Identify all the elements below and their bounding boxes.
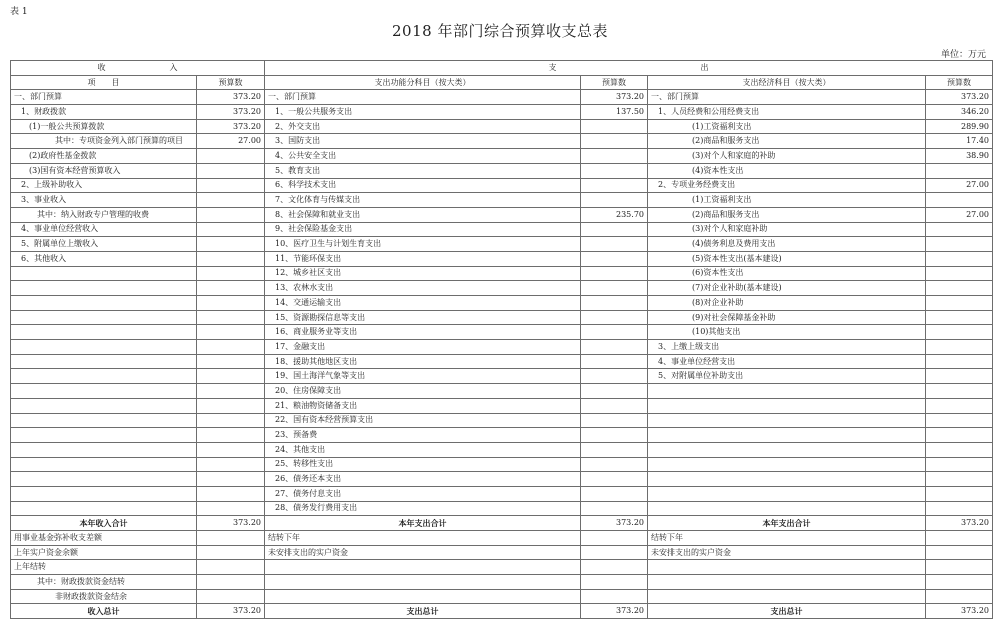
income-budget-cell [197, 222, 265, 237]
functional-item-cell: 6、科学技术支出 [265, 178, 581, 193]
income-budget-cell [197, 207, 265, 222]
economic-budget-cell [926, 442, 993, 457]
functional-budget-cell [581, 149, 648, 164]
functional-budget-cell: 235.70 [581, 207, 648, 222]
functional-budget-cell [581, 545, 648, 560]
economic-budget-cell: 27.00 [926, 207, 993, 222]
functional-budget-cell [581, 281, 648, 296]
table-column-header-row [11, 75, 993, 90]
functional-item-cell: 8、社会保障和就业支出 [265, 207, 581, 222]
table-row [11, 384, 993, 399]
table-row [11, 457, 993, 472]
income-budget-cell: 373.20 [197, 90, 265, 105]
economic-item-cell: (9)对社会保障基金补助 [648, 310, 926, 325]
economic-item-cell: (7)对企业补助(基本建设) [648, 281, 926, 296]
functional-budget-cell: 137.50 [581, 105, 648, 120]
functional-budget-cell [581, 237, 648, 252]
functional-budget-cell [581, 501, 648, 516]
functional-budget-cell [581, 163, 648, 178]
income-item-cell [11, 325, 197, 340]
functional-budget-cell [581, 369, 648, 384]
table-row [11, 369, 993, 384]
functional-budget-cell [581, 178, 648, 193]
functional-budget-cell [581, 354, 648, 369]
income-item-cell [11, 398, 197, 413]
table-row [11, 531, 993, 546]
income-budget-cell [197, 531, 265, 546]
income-budget-cell: 373.20 [197, 516, 265, 531]
table-row [11, 296, 993, 311]
economic-item-cell [648, 472, 926, 487]
economic-budget-cell [926, 575, 993, 590]
income-item-cell [11, 281, 197, 296]
functional-budget-cell [581, 560, 648, 575]
economic-budget-cell [926, 589, 993, 604]
table-row [11, 119, 993, 134]
table-group-header-row [11, 61, 993, 76]
functional-item-cell: 本年支出合计 [265, 516, 581, 531]
economic-item-cell: 3、上缴上级支出 [648, 340, 926, 355]
economic-budget-cell [926, 310, 993, 325]
table-row [11, 589, 993, 604]
economic-budget-cell: 373.20 [926, 90, 993, 105]
income-item-cell: 6、其他收入 [11, 251, 197, 266]
income-budget-cell [197, 442, 265, 457]
income-budget-cell [197, 178, 265, 193]
income-item-cell: 上年实户资金余额 [11, 545, 197, 560]
economic-budget-cell [926, 281, 993, 296]
functional-item-cell: 7、文化体育与传媒支出 [265, 193, 581, 208]
column-header-functional: 支出功能分科目（按大类） [265, 75, 581, 90]
table-row [11, 442, 993, 457]
income-item-cell: (2)政府性基金拨款 [11, 149, 197, 164]
table-row [11, 560, 993, 575]
economic-budget-cell [926, 501, 993, 516]
income-item-cell: (1)一般公共预算拨款 [11, 119, 197, 134]
functional-budget-cell [581, 193, 648, 208]
economic-item-cell: (4)债务利息及费用支出 [648, 237, 926, 252]
income-budget-cell [197, 266, 265, 281]
economic-item-cell: (3)对个人和家庭补助 [648, 222, 926, 237]
functional-budget-cell [581, 531, 648, 546]
functional-budget-cell [581, 340, 648, 355]
income-item-cell [11, 486, 197, 501]
table-row [11, 486, 993, 501]
functional-budget-cell [581, 413, 648, 428]
income-item-cell: 3、事业收入 [11, 193, 197, 208]
functional-budget-cell [581, 486, 648, 501]
economic-item-cell: (8)对企业补助 [648, 296, 926, 311]
economic-item-cell [648, 501, 926, 516]
income-budget-cell [197, 472, 265, 487]
economic-item-cell: (2)商品和服务支出 [648, 207, 926, 222]
economic-item-cell: 4、事业单位经营支出 [648, 354, 926, 369]
functional-item-cell: 未安排支出的实户资金 [265, 545, 581, 560]
economic-item-cell: 结转下年 [648, 531, 926, 546]
economic-item-cell: (5)资本性支出(基本建设) [648, 251, 926, 266]
functional-item-cell [265, 575, 581, 590]
table-row [11, 428, 993, 443]
income-budget-cell [197, 310, 265, 325]
income-budget-cell [197, 193, 265, 208]
functional-budget-cell [581, 472, 648, 487]
income-budget-cell: 373.20 [197, 604, 265, 619]
table-row [11, 105, 993, 120]
functional-budget-cell [581, 325, 648, 340]
income-item-cell [11, 384, 197, 399]
economic-budget-cell [926, 428, 993, 443]
income-item-cell [11, 457, 197, 472]
economic-item-cell: 2、专项业务经费支出 [648, 178, 926, 193]
economic-budget-cell: 38.90 [926, 149, 993, 164]
functional-budget-cell [581, 589, 648, 604]
income-item-cell: 本年收入合计 [11, 516, 197, 531]
functional-item-cell: 17、金融支出 [265, 340, 581, 355]
functional-budget-cell [581, 457, 648, 472]
functional-budget-cell [581, 296, 648, 311]
economic-budget-cell [926, 340, 993, 355]
income-budget-cell [197, 149, 265, 164]
income-budget-cell [197, 354, 265, 369]
table-row [11, 207, 993, 222]
functional-item-cell: 15、资源勘探信息等支出 [265, 310, 581, 325]
page-title: 2018 年部门综合预算收支总表 [392, 22, 608, 40]
economic-item-cell: 支出总计 [648, 604, 926, 619]
income-budget-cell [197, 575, 265, 590]
functional-budget-cell [581, 134, 648, 149]
income-item-cell: 上年结转 [11, 560, 197, 575]
economic-budget-cell [926, 193, 993, 208]
income-item-cell: 其中：纳入财政专户管理的收费 [11, 207, 197, 222]
economic-budget-cell [926, 296, 993, 311]
economic-budget-cell: 346.20 [926, 105, 993, 120]
table-row [11, 545, 993, 560]
column-header-budget: 预算数 [581, 75, 648, 90]
economic-budget-cell [926, 354, 993, 369]
table-row [11, 237, 993, 252]
income-item-cell: 一、部门预算 [11, 90, 197, 105]
economic-budget-cell [926, 163, 993, 178]
expense-group-header: 支 出 [265, 61, 993, 76]
functional-item-cell: 1、一般公共服务支出 [265, 105, 581, 120]
functional-item-cell: 9、社会保险基金支出 [265, 222, 581, 237]
functional-item-cell: 13、农林水支出 [265, 281, 581, 296]
functional-budget-cell [581, 222, 648, 237]
table-row [11, 163, 993, 178]
income-budget-cell [197, 325, 265, 340]
economic-budget-cell [926, 560, 993, 575]
functional-item-cell: 11、节能环保支出 [265, 251, 581, 266]
income-item-cell: 其中：专项资金列入部门预算的项目 [11, 134, 197, 149]
functional-item-cell: 5、教育支出 [265, 163, 581, 178]
functional-item-cell: 16、商业服务业等支出 [265, 325, 581, 340]
functional-item-cell: 24、其他支出 [265, 442, 581, 457]
functional-item-cell: 4、公共安全支出 [265, 149, 581, 164]
economic-item-cell: (3)对个人和家庭的补助 [648, 149, 926, 164]
functional-item-cell: 结转下年 [265, 531, 581, 546]
economic-budget-cell: 17.40 [926, 134, 993, 149]
table-row [11, 266, 993, 281]
economic-budget-cell [926, 384, 993, 399]
functional-item-cell: 19、国土海洋气象等支出 [265, 369, 581, 384]
income-item-cell: 收入总计 [11, 604, 197, 619]
table-row [11, 472, 993, 487]
economic-item-cell: (2)商品和服务支出 [648, 134, 926, 149]
income-item-cell [11, 472, 197, 487]
economic-item-cell [648, 589, 926, 604]
income-budget-cell: 373.20 [197, 105, 265, 120]
functional-item-cell: 20、住房保障支出 [265, 384, 581, 399]
table-row [11, 90, 993, 105]
unit-label: 单位：万元 [940, 50, 986, 60]
income-budget-cell [197, 281, 265, 296]
income-item-cell: 4、事业单位经营收入 [11, 222, 197, 237]
table-label: 表 1 [10, 7, 28, 17]
economic-budget-cell [926, 237, 993, 252]
functional-item-cell: 3、国防支出 [265, 134, 581, 149]
income-budget-cell [197, 296, 265, 311]
economic-budget-cell: 27.00 [926, 178, 993, 193]
functional-item-cell: 10、医疗卫生与计划生育支出 [265, 237, 581, 252]
income-budget-cell [197, 413, 265, 428]
income-item-cell [11, 296, 197, 311]
functional-budget-cell [581, 310, 648, 325]
functional-budget-cell [581, 442, 648, 457]
economic-item-cell: (1)工资福利支出 [648, 119, 926, 134]
income-item-cell [11, 501, 197, 516]
budget-summary-table [10, 60, 993, 619]
economic-budget-cell: 373.20 [926, 604, 993, 619]
column-header-item: 项 目 [11, 75, 197, 90]
economic-item-cell [648, 428, 926, 443]
table-row [11, 193, 993, 208]
functional-item-cell: 23、预备费 [265, 428, 581, 443]
economic-budget-cell [926, 486, 993, 501]
economic-budget-cell [926, 545, 993, 560]
economic-item-cell [648, 398, 926, 413]
income-budget-cell [197, 457, 265, 472]
income-budget-cell [197, 398, 265, 413]
economic-item-cell [648, 384, 926, 399]
functional-item-cell: 12、城乡社区支出 [265, 266, 581, 281]
table-row [11, 604, 993, 619]
functional-item-cell: 28、债务发行费用支出 [265, 501, 581, 516]
table-row [11, 281, 993, 296]
economic-budget-cell: 373.20 [926, 516, 993, 531]
economic-budget-cell [926, 266, 993, 281]
functional-item-cell: 18、援助其他地区支出 [265, 354, 581, 369]
functional-budget-cell: 373.20 [581, 604, 648, 619]
income-budget-cell [197, 545, 265, 560]
economic-budget-cell [926, 369, 993, 384]
economic-budget-cell [926, 413, 993, 428]
functional-budget-cell [581, 428, 648, 443]
income-budget-cell [197, 237, 265, 252]
income-budget-cell [197, 251, 265, 266]
functional-item-cell: 一、部门预算 [265, 90, 581, 105]
income-budget-cell [197, 163, 265, 178]
income-item-cell [11, 442, 197, 457]
column-header-budget: 预算数 [197, 75, 265, 90]
functional-item-cell: 21、粮油物资储备支出 [265, 398, 581, 413]
functional-item-cell [265, 560, 581, 575]
economic-item-cell [648, 575, 926, 590]
economic-item-cell: 未安排支出的实户资金 [648, 545, 926, 560]
economic-item-cell [648, 442, 926, 457]
economic-budget-cell [926, 531, 993, 546]
functional-item-cell: 支出总计 [265, 604, 581, 619]
economic-item-cell [648, 486, 926, 501]
economic-budget-cell [926, 398, 993, 413]
income-item-cell [11, 354, 197, 369]
economic-item-cell: (10)其他支出 [648, 325, 926, 340]
economic-item-cell [648, 457, 926, 472]
table-row [11, 575, 993, 590]
table-row [11, 325, 993, 340]
income-item-cell [11, 266, 197, 281]
economic-budget-cell [926, 222, 993, 237]
table-row [11, 222, 993, 237]
functional-budget-cell [581, 384, 648, 399]
income-item-cell: 5、附属单位上缴收入 [11, 237, 197, 252]
income-item-cell: 其中：财政拨款资金结转 [11, 575, 197, 590]
economic-item-cell: 本年支出合计 [648, 516, 926, 531]
functional-budget-cell [581, 398, 648, 413]
income-budget-cell [197, 340, 265, 355]
income-item-cell [11, 428, 197, 443]
table-row [11, 398, 993, 413]
functional-item-cell: 2、外交支出 [265, 119, 581, 134]
table-row [11, 340, 993, 355]
income-item-cell [11, 413, 197, 428]
functional-item-cell [265, 589, 581, 604]
income-item-cell [11, 340, 197, 355]
economic-item-cell [648, 560, 926, 575]
functional-budget-cell: 373.20 [581, 90, 648, 105]
economic-budget-cell [926, 251, 993, 266]
column-header-budget: 预算数 [926, 75, 993, 90]
table-row [11, 178, 993, 193]
income-item-cell: 2、上级补助收入 [11, 178, 197, 193]
table-row [11, 149, 993, 164]
income-budget-cell: 27.00 [197, 134, 265, 149]
income-budget-cell [197, 560, 265, 575]
table-row [11, 501, 993, 516]
income-item-cell: 用事业基金弥补收支差额 [11, 531, 197, 546]
income-item-cell: 非财政拨款资金结余 [11, 589, 197, 604]
column-header-economic: 支出经济科目（按大类） [648, 75, 926, 90]
functional-budget-cell [581, 119, 648, 134]
economic-item-cell: 1、人员经费和公用经费支出 [648, 105, 926, 120]
economic-item-cell: 一、部门预算 [648, 90, 926, 105]
economic-budget-cell [926, 325, 993, 340]
table-row [11, 516, 993, 531]
functional-item-cell: 22、国有资本经营预算支出 [265, 413, 581, 428]
functional-item-cell: 26、债务还本支出 [265, 472, 581, 487]
economic-item-cell: (1)工资福利支出 [648, 193, 926, 208]
table-row [11, 310, 993, 325]
income-budget-cell [197, 428, 265, 443]
functional-budget-cell [581, 266, 648, 281]
table-row [11, 354, 993, 369]
economic-budget-cell: 289.90 [926, 119, 993, 134]
economic-budget-cell [926, 472, 993, 487]
economic-item-cell: 5、对附属单位补助支出 [648, 369, 926, 384]
income-item-cell [11, 310, 197, 325]
income-item-cell [11, 369, 197, 384]
income-budget-cell [197, 486, 265, 501]
income-group-header: 收 入 [11, 61, 265, 76]
economic-budget-cell [926, 457, 993, 472]
economic-item-cell [648, 413, 926, 428]
income-budget-cell [197, 589, 265, 604]
income-budget-cell [197, 501, 265, 516]
functional-item-cell: 14、交通运输支出 [265, 296, 581, 311]
table-row [11, 413, 993, 428]
table-row [11, 251, 993, 266]
economic-item-cell: (6)资本性支出 [648, 266, 926, 281]
income-budget-cell [197, 369, 265, 384]
functional-budget-cell: 373.20 [581, 516, 648, 531]
income-item-cell: (3)国有资本经营预算收入 [11, 163, 197, 178]
table-row [11, 134, 993, 149]
income-budget-cell [197, 384, 265, 399]
economic-item-cell: (4)资本性支出 [648, 163, 926, 178]
income-item-cell: 1、财政拨款 [11, 105, 197, 120]
functional-budget-cell [581, 575, 648, 590]
functional-budget-cell [581, 251, 648, 266]
income-budget-cell: 373.20 [197, 119, 265, 134]
functional-item-cell: 27、债务付息支出 [265, 486, 581, 501]
functional-item-cell: 25、转移性支出 [265, 457, 581, 472]
